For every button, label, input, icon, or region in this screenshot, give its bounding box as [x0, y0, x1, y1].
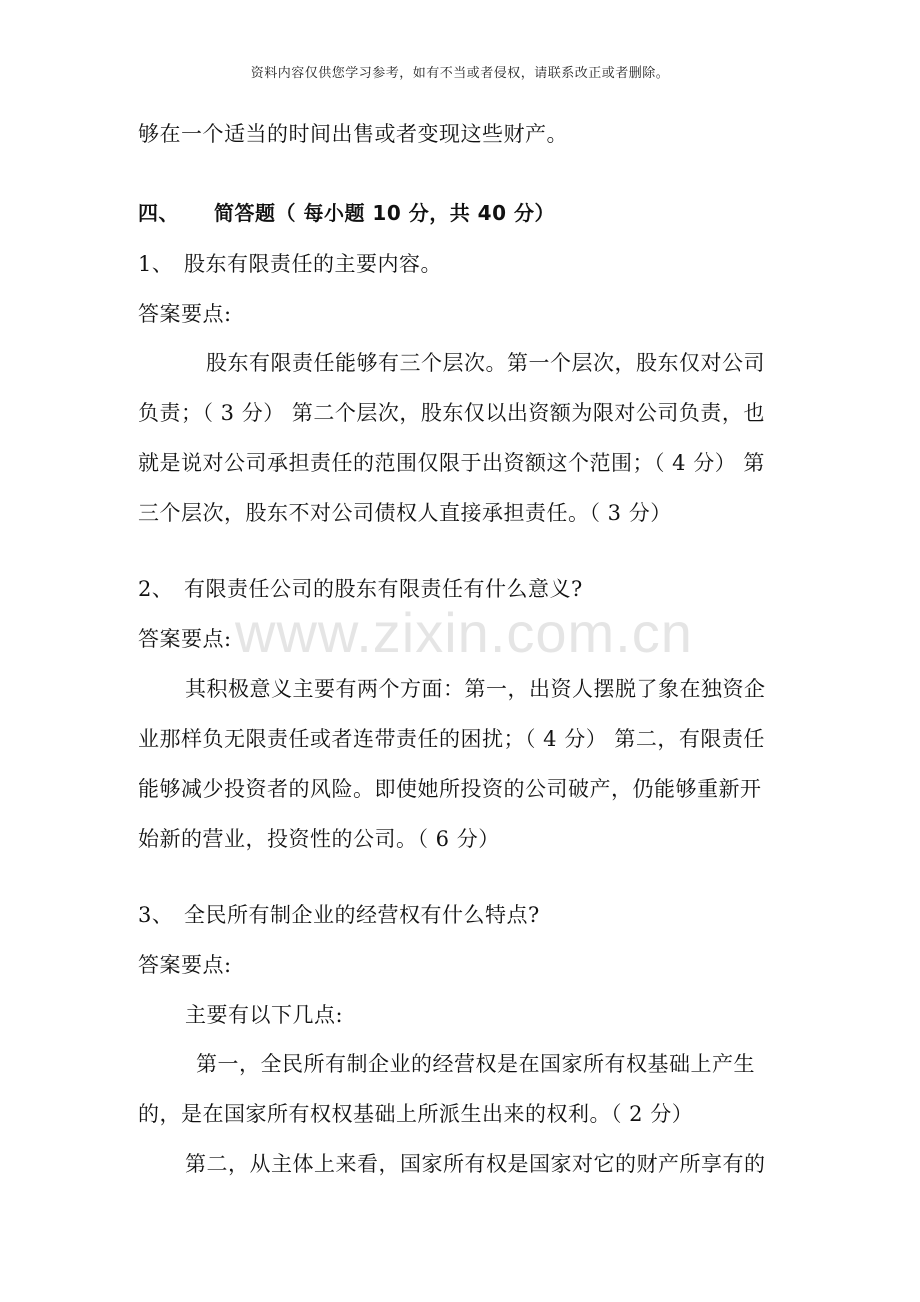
- answer-line: 三个层次，股东不对公司债权人直接承担责任。（ 3 分）: [138, 501, 672, 525]
- answer-line: 始新的营业，投资性的公司。（ 6 分）: [138, 827, 500, 851]
- question-text: 股东有限责任的主要内容。: [184, 252, 442, 276]
- question-1: [138, 250, 442, 278]
- section-heading: [138, 199, 555, 227]
- answer-line: 第一，全民所有制企业的经营权是在国家所有权基础上产生: [196, 1052, 755, 1076]
- answer-line: 其积极意义主要有两个方面：第一，出资人摆脱了象在独资企: [185, 677, 766, 701]
- question-number: 1、: [138, 252, 174, 276]
- question-2: [138, 575, 583, 603]
- question-text: 有限责任公司的股东有限责任有什么意义?: [184, 577, 583, 601]
- answer-label: 答案要点:: [138, 302, 232, 326]
- answer-line: 股东有限责任能够有三个层次。第一个层次，股东仅对公司: [206, 351, 765, 375]
- watermark-text: www.zixin.com.cn: [235, 601, 693, 664]
- question-3: [138, 901, 540, 929]
- question-number: 3、: [138, 903, 174, 927]
- question-number: 2、: [138, 577, 174, 601]
- section-title: 简答题（ 每小题 10 分，共 40 分）: [214, 201, 555, 225]
- answer-label: 答案要点:: [138, 627, 232, 651]
- intro-line: 够在一个适当的时间出售或者变现这些财产。: [138, 122, 568, 146]
- question-text: 全民所有制企业的经营权有什么特点?: [184, 903, 540, 927]
- answer-label: 答案要点:: [138, 953, 232, 977]
- answer-line: 第二，从主体上来看，国家所有权是国家对它的财产所享有的: [185, 1152, 766, 1176]
- answer-line: 的，是在国家所有权权基础上所派生出来的权利。（ 2 分）: [138, 1102, 694, 1126]
- answer-line: 就是说对公司承担责任的范围仅限于出资额这个范围；（ 4 分） 第: [138, 451, 765, 475]
- answer-line: 业那样负无限责任或者连带责任的困扰；（ 4 分） 第二，有限责任: [138, 727, 765, 751]
- header-disclaimer: 资料内容仅供您学习参考，如有不当或者侵权，请联系改正或者删除。: [250, 66, 670, 81]
- answer-line: 负责；（ 3 分） 第二个层次，股东仅以出资额为限对公司负责，也: [138, 401, 765, 425]
- answer-line: 能够减少投资者的风险。即使她所投资的公司破产，仍能够重新开: [138, 777, 762, 801]
- section-number: 四、: [138, 201, 179, 225]
- answer-line: 主要有以下几点:: [185, 1003, 344, 1027]
